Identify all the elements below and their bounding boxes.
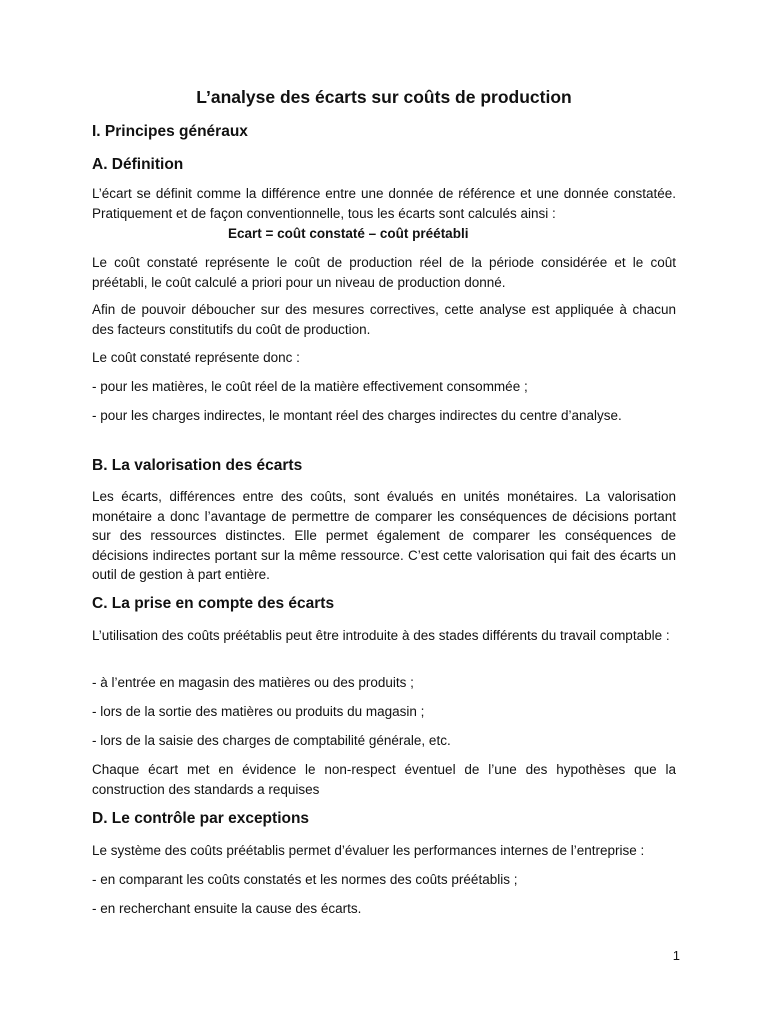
section-heading-prise-en-compte: C. La prise en compte des écarts	[92, 595, 335, 612]
paragraph-definition-4: Le coût constaté représente donc :	[92, 350, 300, 365]
paragraph-definition-2: Le coût constaté représente le coût de production réel de la période considérée et le coût préétabli, le coût calculé a priori pour un niveau de production donné.	[92, 255, 676, 290]
paragraph-controle-1: Le système des coûts préétablis permet d’évaluer les performances internes de l’entreprise :	[92, 843, 645, 858]
section-heading-valorisation: B. La valorisation des écarts	[92, 457, 303, 474]
list-item-saisie-charges: - lors de la saisie des charges de comptabilité générale, etc.	[92, 733, 451, 748]
list-item-comparant: - en comparant les coûts constatés et les normes des coûts préétablis ;	[92, 872, 518, 887]
paragraph-valorisation: Les écarts, différences entre des coûts, sont évalués en unités monétaires. La valorisation monétaire a donc l’avantage de permettre de comparer les conséquences de décisions portant sur des ressources distinctes. Elle permet également de comparer les conséquences de décisions indirectes portant sur la même ressource. C’est cette valorisation qui fait des écarts un outil de gestion à part entière.	[92, 489, 676, 582]
page-number: 1	[672, 948, 680, 963]
section-heading-principes: I. Principes généraux	[92, 123, 248, 140]
list-item-entree-magasin: - à l’entrée en magasin des matières ou des produits ;	[92, 675, 414, 690]
section-heading-definition: A. Définition	[92, 156, 184, 173]
formula-ecart: Ecart = coût constaté – coût préétabli	[228, 226, 469, 241]
paragraph-definition-3: Afin de pouvoir déboucher sur des mesures correctives, cette analyse est appliquée à chacun des facteurs constitutifs du coût de production.	[92, 302, 676, 337]
paragraph-definition-1: L’écart se définit comme la différence entre une donnée de référence et une donnée constatée. Pratiquement et de façon conventionnelle, tous les écarts sont calculés ainsi :	[92, 186, 676, 221]
paragraph-prise-en-compte-2: Chaque écart met en évidence le non-respect éventuel de l’une des hypothèses que la construction des standards a requises	[92, 762, 676, 797]
paragraph-prise-en-compte-1: L’utilisation des coûts préétablis peut être introduite à des stades différents du travail comptable :	[92, 628, 670, 643]
list-item-sortie-magasin: - lors de la sortie des matières ou produits du magasin ;	[92, 704, 425, 719]
list-item-matieres: - pour les matières, le coût réel de la matière effectivement consommée ;	[92, 379, 528, 394]
list-item-recherchant: - en recherchant ensuite la cause des écarts.	[92, 901, 362, 916]
document-title: L’analyse des écarts sur coûts de production	[196, 87, 572, 107]
section-heading-controle: D. Le contrôle par exceptions	[92, 810, 310, 827]
list-item-charges-indirectes: - pour les charges indirectes, le montant réel des charges indirectes du centre d’analyse.	[92, 408, 622, 423]
